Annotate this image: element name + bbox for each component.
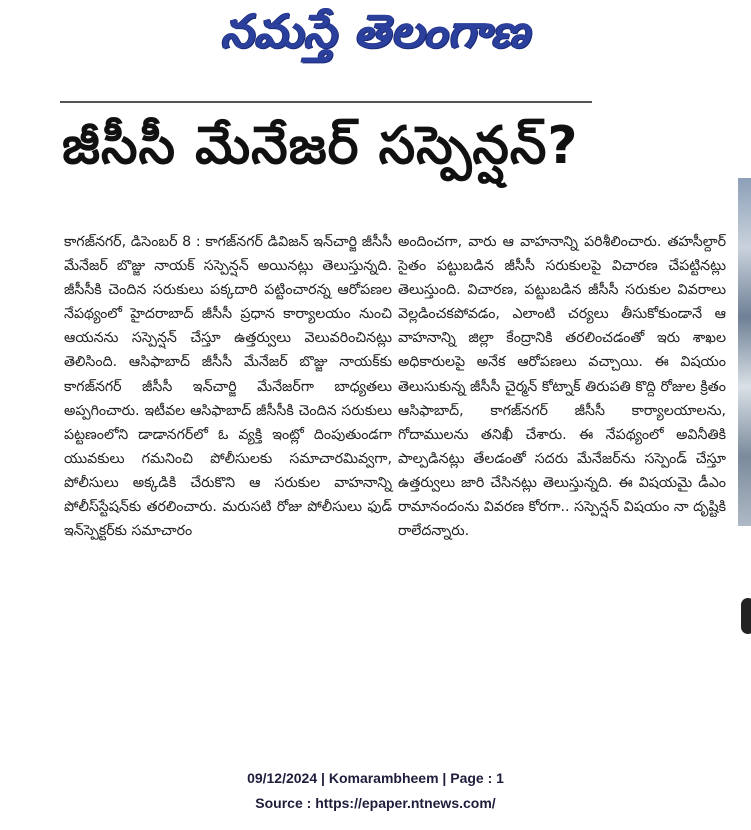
adjacent-graphic-edge — [741, 598, 751, 634]
page-footer — [0, 766, 751, 816]
source-link[interactable]: Source : https://epaper.ntnews.com/ — [255, 795, 496, 811]
article-column-1 — [64, 230, 392, 543]
newspaper-logo: నమస్తే తెలంగాణ — [220, 4, 531, 58]
adjacent-photo-edge — [738, 178, 751, 526]
column-2-text: అందించగా, వారు ఆ వాహనాన్ని పరిశీలించారు. తహసీల్దార్ సైతం పట్టుబడిన జీసీసీ సరుకులపై విచారణ చేపట్టినట్లు తెలుస్తుంది. విచారణ, పట్టుబడిన జీసీసీ సరుకుల వివరాలు వెల్లడించకపోవడం, ఎలాంటి చర్యలు తీసుకోకుండానే ఆ వాహనాన్ని జిల్లా కేంద్రానికి తరలించడంతో ఇరు శాఖల అధికారులపై అనేక ఆరోపణలు వచ్చాయి. ఈ విషయం తెలుసుకున్న జీసీసీ చైర్మన్ కోట్నాక్ తిరుపతి కొద్ది రోజుల క్రితం ఆసిఫాబాద్, కాగజ్‌నగర్ జీసీసీ కార్యాలయాలను, గోదాములను తనిఖీ చేశారు. ఈ నేపథ్యంలో అవినీతికి పాల్పడినట్లు తేలడంతో సదరు మేనేజర్‌ను సస్పెండ్ చేస్తూ ఉత్తర్వులు జారి చేసినట్లు తెలుస్తున్నది. ఈ విషయమై డీఎం రామానందంను వివరణ కోరగా.. సస్పెన్షన్ విషయం నా దృష్టికి రాలేదన్నారు. — [398, 234, 726, 540]
headline-divider — [60, 101, 592, 103]
edition-info: 09/12/2024 | Komarambheem | Page : 1 — [247, 770, 504, 786]
masthead — [0, 0, 751, 82]
column-1-text: కాగజ్‌నగర్, డిసెంబర్ 8 : కాగజ్‌నగర్ డివిజన్ ఇన్‌చార్జి జీసీసీ మేనేజర్ బొజ్జు నాయక్ సస్పెన్షన్ అయినట్లు తెలుస్తున్నది. జీసీసీకి చెందిన సరుకులు పక్కదారి పట్టించారన్న ఆరోపణల నేపథ్యంలో హైదరాబాద్ జీసీసీ ప్రధాన కార్యాలయం నుంచి ఆయనను సస్పెన్షన్ చేస్తూ ఉత్తర్వులు వెలువరించినట్లు తెలిసింది. ఆసిఫాబాద్ జీసీసీ మేనేజర్ బొజ్జు నాయక్‌కు కాగజ్‌నగర్ జీసీసీ ఇన్‌చార్జి మేనేజర్‌గా బాధ్యతలు అప్పగించారు. ఇటీవల ఆసిఫాబాద్ జీసీసీకి చెందిన సరుకులు పట్టణంలోని డాడానగర్‌లో ఓ వ్యక్తి ఇంట్లో దింపుతుండగా యువకులు గమనించి పోలీసులకు సమాచారమివ్వగా, పోలీసులు అక్కడికి చేరుకొని ఆ సరుకుల వాహనాన్ని పోలీస్‌స్టేషన్‌కు తరలించారు. మరుసటి రోజు పోలీసులు ఫుడ్ ఇన్‌స్పెక్టర్‌కు సమాచారం — [64, 234, 392, 540]
article-column-2 — [398, 230, 726, 543]
article-headline: జీసీసీ మేనేజర్ సస్పెన్షన్? — [62, 116, 579, 176]
